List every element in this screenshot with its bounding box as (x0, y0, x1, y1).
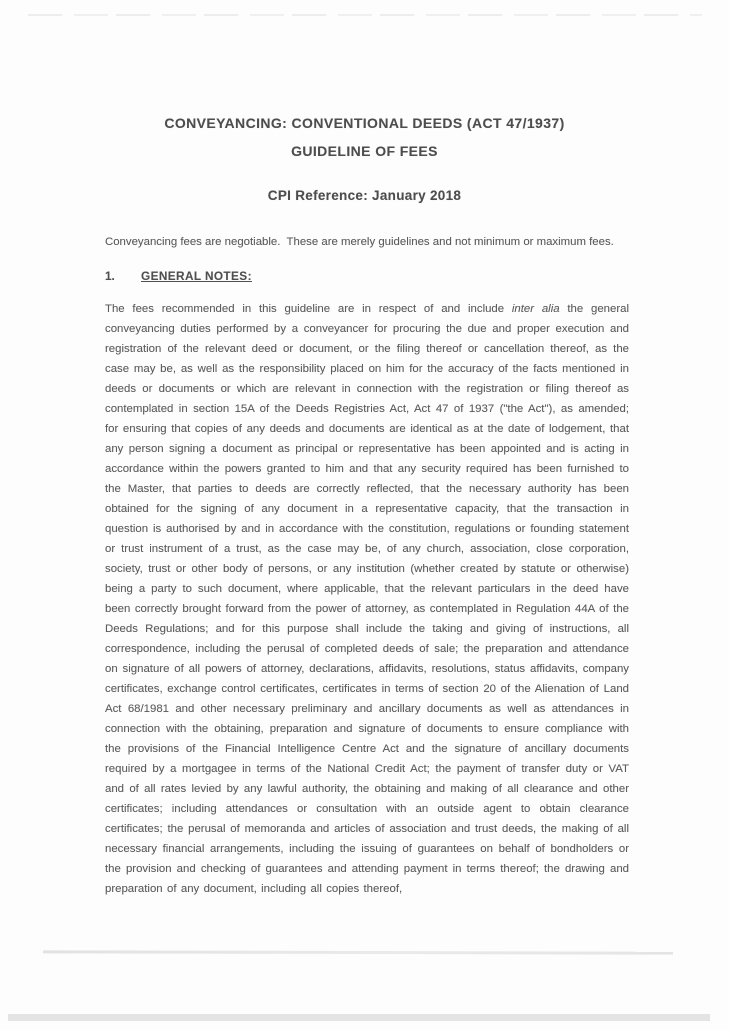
scan-artifact-top-line (28, 14, 702, 16)
scan-artifact-middle-line (43, 950, 673, 954)
intro-statement: Conveyancing fees are negotiable. These are merely guidelines and not minimum or maximum fees. (105, 236, 614, 248)
document-title (0, 109, 729, 165)
general-notes-paragraph: The fees recommended in this guideline are in respect of and include inter alia the general conveyancing duties performed by a conveyancer for procuring the due and proper execution and registration of the relevant deed or document, or the filing thereof or cancellation thereof, as the case may be, as well as the responsibility placed on him for the accuracy of the facts mentioned in deeds or documents or which are relevant in connection with the registration or filing thereof as contemplated in section 15A of the Deeds Registries Act, Act 47 of 1937 ("the Act"), as amended; for ensuring that copies of any deeds and documents are identical as at the date of lodgement, that any person signing a document as principal or representative has been appointed and is acting in accordance within the powers granted to him and that any security required has been furnished to the Master, that parties to deeds are correctly reflected, that the necessary authority has been obtained for the signing of any document in a representative capacity, that the transaction in question is authorised by and in accordance with the constitution, regulations or founding statement or trust instrument of a trust, as the case may be, of any church, association, close corporation, society, trust or other body of persons, or any institution (whether created by statute or otherwise) being a party to such document, where applicable, that the relevant particulars in the deed have been correctly brought forward from the power of attorney, as contemplated in Regulation 44A of the Deeds Regulations; and for this purpose shall include the taking and giving of instructions, all correspondence, including the perusal of completed deeds of sale; the preparation and attendance on signature of all powers of attorney, declarations, affidavits, resolutions, status affidavits, company certificates, exchange control certificates, certificates in terms of section 20 of the Alienation of Land Act 68/1981 and other necessary preliminary and ancillary documents as well as attendances in connection with the obtaining, preparation and signature of documents to ensure compliance with the provisions of the Financial Intelligence Centre Act and the signature of ancillary documents required by a mortgagee in terms of the National Credit Act; the payment of transfer duty or VAT and of all rates levied by any lawful authority, the obtaining and making of all clearance and other certificates; including attendances or consultation with an outside agent to obtain clearance certificates; the perusal of memoranda and articles of association and trust deeds, the making of all necessary financial arrangements, including the issuing of guarantees on behalf of bondholders or the provision and checking of guarantees and attending payment in terms thereof; the drawing and preparation of any document, including all copies thereof, (105, 303, 630, 895)
document-title-line-2: GUIDELINE OF FEES (291, 143, 438, 159)
section-heading-general-notes (105, 269, 629, 283)
scan-artifact-bottom-band (8, 1014, 710, 1021)
section-number: 1. (105, 269, 115, 283)
cpi-reference-line: CPI Reference: January 2018 (267, 188, 462, 203)
document-title-line-1: CONVEYANCING: CONVENTIONAL DEEDS (ACT 47/1937) (164, 115, 565, 131)
section-title: GENERAL NOTES: (141, 269, 252, 283)
